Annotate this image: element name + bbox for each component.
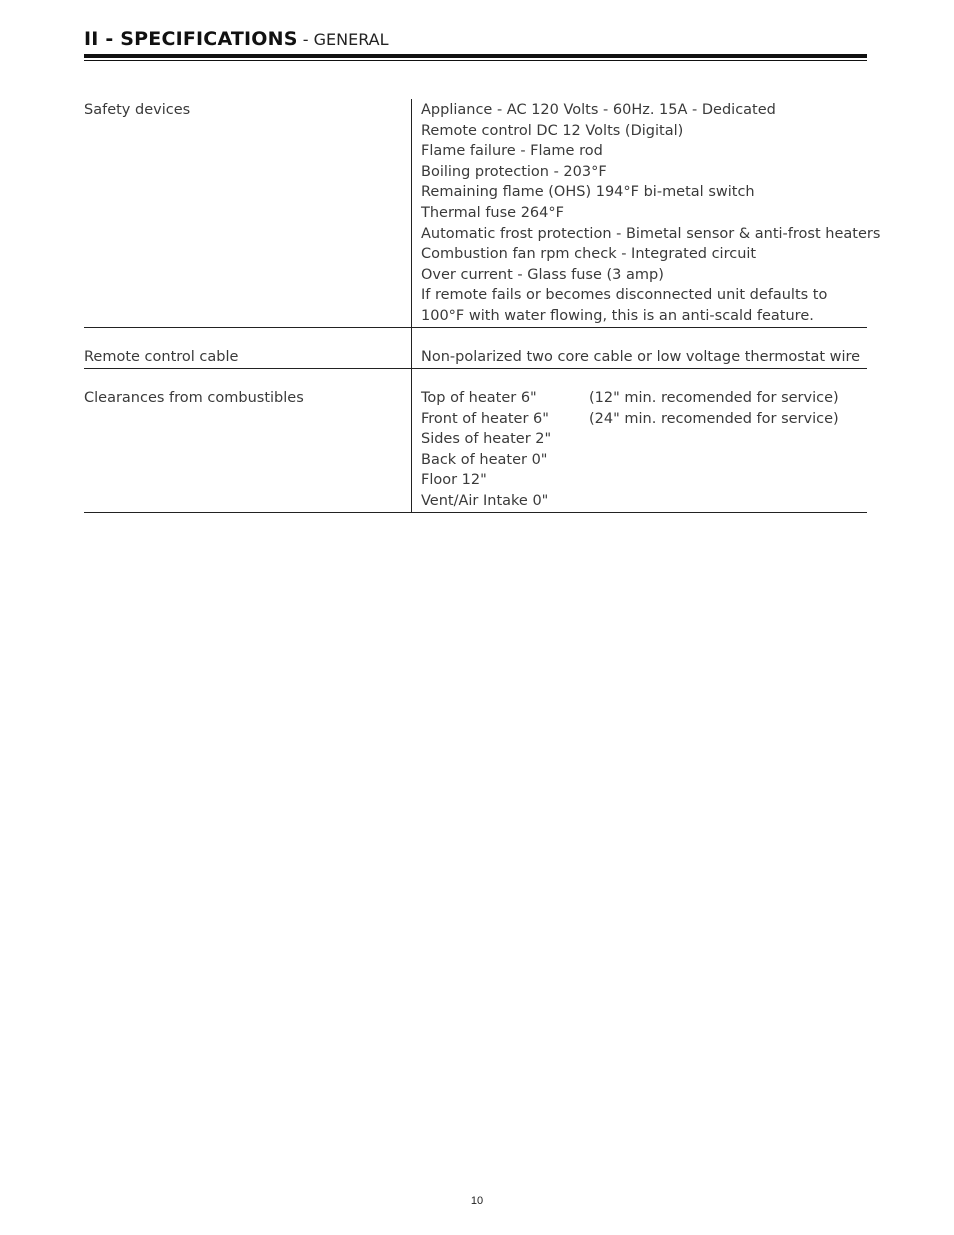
- clearance-item: Front of heater 6": [421, 410, 549, 427]
- spec-label: Clearances from combustibles: [84, 390, 304, 406]
- clearance-line: [421, 409, 867, 430]
- page-number: 10: [470, 1195, 484, 1207]
- spec-value-line: 100°F with water flowing, this is an anti-scald feature.: [421, 307, 814, 324]
- section-subtitle: - GENERAL: [302, 30, 389, 49]
- header-rule-thick: [84, 54, 867, 58]
- clearance-item: Sides of heater 2": [421, 431, 552, 448]
- clearance-note: (12" min. recomended for service): [589, 390, 839, 406]
- spec-value-line: Appliance - AC 120 Volts - 60Hz. 15A - Dedicated: [421, 102, 776, 118]
- spec-value-line: If remote fails or becomes disconnected unit defaults to: [421, 287, 828, 304]
- clearance-item: Vent/Air Intake 0": [421, 492, 549, 509]
- spec-value-line: Over current - Glass fuse (3 amp): [421, 266, 664, 283]
- spec-value-line: Combustion fan rpm check - Integrated circuit: [421, 246, 757, 263]
- spec-value-line: Flame failure - Flame rod: [421, 143, 603, 160]
- spec-value-line: Thermal fuse 264°F: [421, 204, 564, 221]
- spec-row-safety-devices: [84, 99, 881, 328]
- clearance-item: Floor 12": [421, 472, 487, 489]
- clearance-line: [421, 429, 867, 450]
- page-header: [84, 28, 867, 50]
- spec-row-remote-control-cable: [84, 328, 867, 369]
- section-title: II - SPECIFICATIONS: [84, 28, 298, 50]
- clearance-item: Back of heater 0": [421, 451, 548, 468]
- spec-value-line: Remote control DC 12 Volts (Digital): [421, 122, 684, 139]
- spec-value-line: Automatic frost protection - Bimetal sensor & anti-frost heaters: [421, 225, 881, 242]
- spec-value-list: [412, 99, 880, 327]
- clearance-line: [421, 450, 867, 471]
- spec-label: Remote control cable: [84, 349, 239, 365]
- clearance-note: (24" min. recomended for service): [589, 410, 839, 427]
- clearance-list: [412, 369, 867, 512]
- spec-value-list: [412, 328, 867, 368]
- clearance-line: [421, 388, 867, 409]
- spec-value-line: Boiling protection - 203°F: [421, 163, 607, 180]
- spec-value-line: Remaining flame (OHS) 194°F bi-metal switch: [421, 184, 755, 201]
- clearance-line: [421, 470, 867, 491]
- spec-label: Safety devices: [84, 102, 191, 118]
- clearance-line: [421, 491, 867, 512]
- header-rule-thin: [84, 60, 867, 61]
- specifications-table: [84, 99, 881, 513]
- spec-value-line: Non-polarized two core cable or low voltage thermostat wire: [421, 349, 861, 365]
- clearance-item: Top of heater 6": [421, 390, 537, 406]
- spec-row-clearances: [84, 369, 867, 513]
